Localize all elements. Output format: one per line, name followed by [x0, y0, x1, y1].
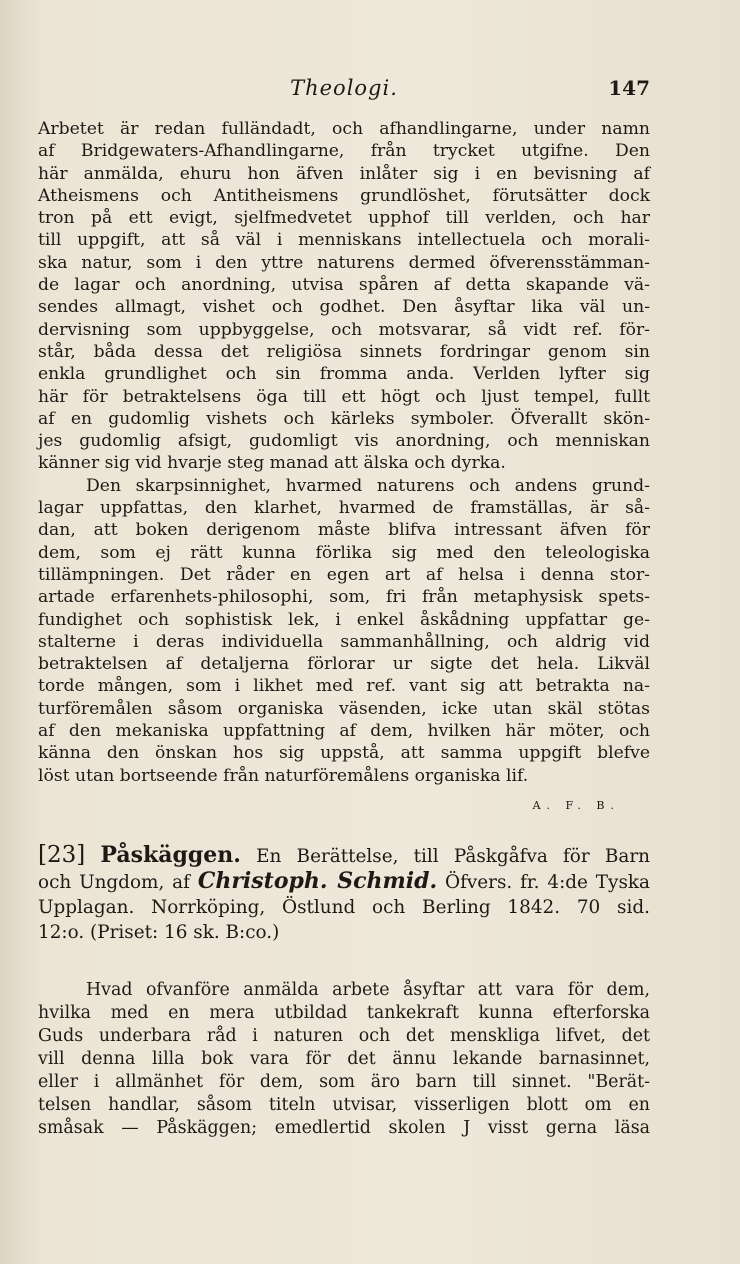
text-line: jes gudomlig afsigt, gudomligt vis anordning, och menniskan — [38, 431, 650, 452]
text-line: står, båda dessa det religiösa sinnets fordringar genom sin — [38, 341, 650, 362]
text-line: här för betraktelsens öga till ett högt och ljust tempel, fullt — [38, 386, 650, 407]
entry-subtitle: En Berättelse, till Påskgåfva för Barn — [256, 846, 650, 868]
text-line: fundighet och sophistisk lek, i enkel åskådning uppfattar ge- — [38, 609, 650, 630]
text-line: artade erfarenhets-philosophi, som, fri från metaphysisk spets- — [38, 587, 650, 608]
bibliographic-entry — [38, 843, 650, 945]
text-line: Atheismens och Antitheismens grundlöshet, förutsätter dock — [38, 185, 650, 206]
text-line: torde mången, som i likhet med ref. vant sig att betrakta na- — [38, 676, 650, 697]
text-line: af den mekaniska uppfattning af dem, hvilken här möter, och — [38, 721, 650, 742]
text-line: ska natur, som i den yttre naturens dermed öfverensstämman- — [38, 252, 650, 273]
text-line: turföremålen såsom organiska väsenden, icke utan skäl stötas — [38, 698, 650, 719]
text-line: till uppgift, att så väl i menniskans intellectuela och morali- — [38, 230, 650, 251]
text-line: vill denna lilla bok vara för det ännu lekande barnasinnet, — [38, 1049, 650, 1070]
page-header — [38, 76, 650, 106]
text-line: dan, att boken derigenom måste blifva intressant äfven för — [38, 520, 650, 541]
entry-number: [23] — [38, 842, 86, 869]
text-line: Guds underbara råd i naturen och det menskliga lifvet, det — [38, 1026, 650, 1047]
text-line: hvilka med en mera utbildad tankekraft kunna efterforska — [38, 1003, 650, 1024]
text-line: dervisning som uppbyggelse, och motsvarar, så vidt ref. för- — [38, 319, 650, 340]
text-line: småsak — Påskäggen; emedlertid skolen J visst gerna läsa — [38, 1118, 650, 1139]
text-line: Arbetet är redan fulländadt, och afhandlingarne, under namn — [38, 119, 650, 139]
review-paragraph — [38, 979, 650, 1140]
reviewer-signature: A. F. B. — [532, 798, 620, 812]
page-body — [38, 118, 650, 1140]
text-line: löst utan bortseende från naturföremålens organiska lif. — [38, 765, 529, 786]
text-line: enkla grundlighet och sin fromma anda. Verlden lyfter sig — [38, 364, 650, 385]
text-line: tillämpningen. Det råder en egen art af helsa i denna stor- — [38, 564, 650, 585]
text-line: stalterne i deras individuella sammanhållning, och aldrig vid — [38, 631, 650, 652]
text-line: de lagar och anordning, utvisa spåren af detta skapande vä- — [38, 275, 650, 296]
text-line: sendes allmagt, vishet och godhet. Den åsyftar lika väl un- — [38, 297, 650, 318]
text-line: eller i allmänhet för dem, som äro barn till sinnet. "Berät- — [38, 1072, 650, 1093]
entry-line — [38, 843, 650, 869]
page-number: 147 — [608, 76, 650, 100]
entry-line — [38, 869, 650, 895]
entry-author: Christoph. Schmid. — [197, 868, 438, 895]
entry-text: Öfvers. fr. 4:de Tyska — [445, 872, 650, 894]
text-line: känner sig vid hvarje steg manad att älska och dyrka. — [38, 453, 506, 474]
text-line: betraktelsen af detaljerna förlorar ur sigte det hela. Likväl — [38, 654, 650, 675]
text-line: telsen handlar, såsom titeln utvisar, visserligen blott om en — [38, 1095, 650, 1116]
review-paragraph — [38, 475, 650, 787]
text-line: här anmälda, ehuru hon äfven inlåter sig i en bevisning af — [38, 163, 650, 184]
text-line: lagar uppfattas, den klarhet, hvarmed de framställas, är så- — [38, 498, 650, 519]
text-line: känna den önskan hos sig uppstå, att samma uppgift blefve — [38, 743, 650, 764]
text-line: dem, som ej rätt kunna förlika sig med den teleologiska — [38, 542, 650, 563]
entry-title: Påskäggen. — [100, 842, 241, 869]
text-line: tron på ett evigt, sjelfmedvetet upphof till verlden, och har — [38, 208, 650, 229]
text-line: Hvad ofvanföre anmälda arbete åsyftar att vara för dem, — [86, 980, 650, 1001]
text-line: af Bridgewaters-Afhandlingarne, från trycket utgifne. Den — [38, 141, 650, 162]
entry-price: 12:o. (Priset: 16 sk. B:co.) — [38, 922, 280, 944]
running-title: Theologi. — [290, 76, 398, 100]
review-paragraph — [38, 118, 650, 475]
entry-text: och Ungdom, af — [38, 872, 190, 894]
text-line: Den skarpsinnighet, hvarmed naturens och andens grund- — [86, 475, 650, 496]
text-line: af en gudomlig vishets och kärleks symboler. Öfverallt skön- — [38, 408, 650, 429]
entry-publication: Upplagan. Norrköping, Östlund och Berling 1842. 70 sid. — [38, 897, 650, 919]
